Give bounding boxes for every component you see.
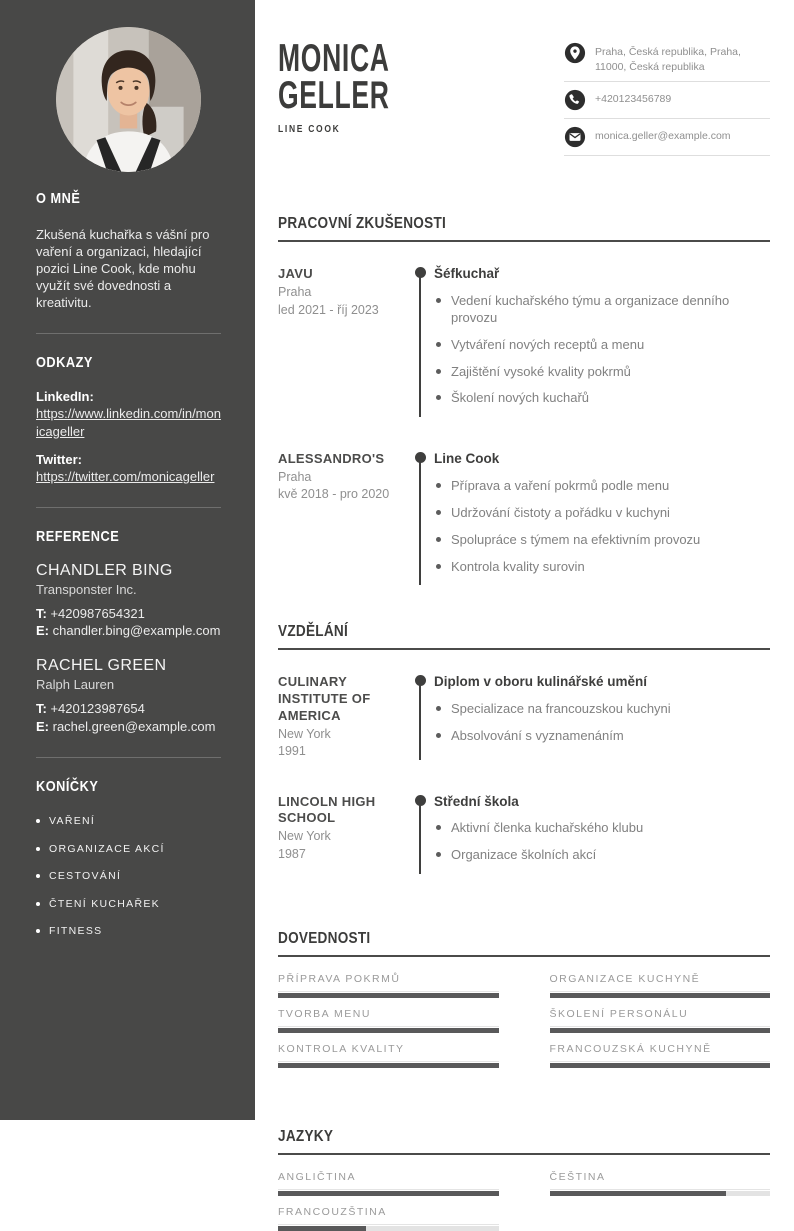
email-text: monica.geller@example.com <box>595 130 731 143</box>
language-bar <box>278 1191 499 1196</box>
email-label: E: <box>36 718 49 734</box>
section-divider <box>278 955 770 957</box>
bullet-item: Vedení kuchařského týmu a organizace denního provozu <box>434 293 770 327</box>
skill-label: PŘÍPRAVA POKRMŮ <box>278 973 499 992</box>
skill-label: ORGANIZACE KUCHYNĚ <box>550 973 771 992</box>
reference-company: Transponster Inc. <box>36 581 137 597</box>
bullet-item: Aktivní členka kuchařského klubu <box>434 820 770 837</box>
bullet-item: Příprava a vaření pokrmů podle menu <box>434 478 770 495</box>
contact-block <box>564 42 770 163</box>
language-label: FRANCOUZŠTINA <box>278 1206 499 1225</box>
first-name: MONICA <box>278 37 390 80</box>
links-heading: ODKAZY <box>36 354 93 372</box>
contact-item-location <box>564 42 770 82</box>
entry-detail <box>434 451 770 585</box>
school-location: New York <box>278 727 331 742</box>
company-location: Praha <box>278 285 312 300</box>
language-item <box>278 1206 499 1231</box>
name-block <box>278 37 442 135</box>
skill-item <box>550 973 771 998</box>
bullet-item: Spolupráce s týmem na efektivním provozu <box>434 532 770 549</box>
reference-name: RACHEL GREEN <box>36 657 167 675</box>
timeline <box>406 451 434 585</box>
bullet-item: Zajištění vysoké kvality pokrmů <box>434 364 770 381</box>
skill-label: KONTROLA KVALITY <box>278 1043 499 1062</box>
reference-email <box>36 622 221 640</box>
sidebar-divider <box>36 507 221 508</box>
link-label: Twitter: <box>36 451 82 467</box>
entry-detail <box>434 266 770 417</box>
envelope-icon <box>564 126 586 148</box>
links-section <box>36 354 221 484</box>
hobbies-section <box>36 778 221 937</box>
main-content <box>255 0 794 1218</box>
timeline <box>406 674 434 759</box>
bullet-item: Organizace školních akcí <box>434 847 770 864</box>
reference-company: Ralph Lauren <box>36 677 115 693</box>
company-location: Praha <box>278 470 312 485</box>
education-heading: VZDĚLÁNÍ <box>278 623 349 641</box>
language-label: ANGLIČTINA <box>278 1171 499 1190</box>
reference-heading: REFERENCE <box>36 527 120 545</box>
reference-name: CHANDLER BING <box>36 561 173 579</box>
experience-entry <box>278 451 770 597</box>
email-value: chandler.bing@example.com <box>52 623 221 639</box>
graduation-year: 1991 <box>278 744 306 759</box>
phone-icon <box>564 89 586 111</box>
skill-label: ŠKOLENÍ PERSONÁLU <box>550 1008 771 1027</box>
skill-bar <box>278 993 499 998</box>
company-name: JAVU <box>278 266 313 282</box>
bullet-item: Absolvování s vyznamenáním <box>434 728 770 745</box>
skills-section <box>278 930 770 1068</box>
skills-heading: DOVEDNOSTI <box>278 929 371 947</box>
phone-text: +420123456789 <box>595 93 672 106</box>
degree-bullets <box>434 820 770 864</box>
skill-label: TVORBA MENU <box>278 1008 499 1027</box>
languages-heading: JAZYKY <box>278 1127 334 1145</box>
role-bullets <box>434 293 770 407</box>
degree-title: Diplom v oboru kulinářské umění <box>434 674 648 690</box>
hobby-item: VAŘENÍ <box>36 815 221 827</box>
hobby-list <box>36 815 221 937</box>
link-item-linkedin <box>36 389 221 439</box>
hobby-item: ORGANIZACE AKCÍ <box>36 843 221 855</box>
employment-dates: led 2021 - říj 2023 <box>278 302 379 317</box>
skill-item <box>278 1043 499 1068</box>
role-title: Šéfkuchař <box>434 266 500 282</box>
experience-section <box>278 215 770 597</box>
hobby-item: CESTOVÁNÍ <box>36 870 221 882</box>
degree-title: Střední škola <box>434 793 519 809</box>
job-title: LINE COOK <box>278 124 341 135</box>
languages-section <box>278 1128 770 1231</box>
skill-bar <box>550 1028 771 1033</box>
hobbies-heading: KONÍČKY <box>36 778 99 796</box>
school-name: LINCOLN HIGH SCHOOL <box>278 793 376 826</box>
reference-item <box>36 657 221 735</box>
degree-bullets <box>434 701 770 745</box>
timeline-dot-icon <box>415 452 426 463</box>
about-heading: O MNĚ <box>36 190 81 207</box>
company-name: ALESSANDRO'S <box>278 451 385 467</box>
skill-bar <box>550 993 771 998</box>
phone-value: +420987654321 <box>50 605 145 621</box>
graduation-year: 1987 <box>278 846 306 861</box>
entry-meta <box>278 266 406 417</box>
location-text: Praha, Česká republika, Praha, 11000, Česká republika <box>595 46 741 73</box>
entry-detail <box>434 674 770 759</box>
reference-phone <box>36 605 221 623</box>
experience-heading: PRACOVNÍ ZKUŠENOSTI <box>278 215 447 233</box>
role-title: Line Cook <box>434 451 500 467</box>
timeline <box>406 794 434 874</box>
link-item-twitter <box>36 452 221 485</box>
contact-item-phone <box>564 89 770 119</box>
phone-label: T: <box>36 605 47 621</box>
timeline-dot-icon <box>415 267 426 278</box>
profile-photo <box>56 27 201 172</box>
timeline-dot-icon <box>415 795 426 806</box>
skills-grid <box>278 973 770 1068</box>
about-section <box>36 190 221 311</box>
person-name <box>278 37 390 117</box>
education-entry <box>278 794 770 886</box>
linkedin-link[interactable]: https://www.linkedin.com/in/monicageller <box>36 406 221 439</box>
language-bar <box>550 1191 771 1196</box>
contact-item-email <box>564 126 770 156</box>
employment-dates: kvě 2018 - pro 2020 <box>278 487 390 502</box>
entry-meta <box>278 674 406 759</box>
skill-item <box>278 1008 499 1033</box>
language-label: ČEŠTINA <box>550 1171 771 1190</box>
bullet-item: Udržování čistoty a pořádku v kuchyni <box>434 505 770 522</box>
phone-value: +420123987654 <box>50 701 145 717</box>
role-bullets <box>434 478 770 576</box>
entry-detail <box>434 794 770 874</box>
bullet-item: Školení nových kuchařů <box>434 390 770 407</box>
experience-entry <box>278 242 770 451</box>
skill-bar <box>278 1063 499 1068</box>
last-name: GELLER <box>278 74 390 117</box>
hobby-item: FITNESS <box>36 925 221 937</box>
bullet-item: Kontrola kvality surovin <box>434 559 770 576</box>
language-item <box>278 1171 499 1196</box>
reference-phone <box>36 700 221 718</box>
timeline-dot-icon <box>415 675 426 686</box>
school-location: New York <box>278 829 331 844</box>
bullet-item: Vytváření nových receptů a menu <box>434 337 770 354</box>
email-label: E: <box>36 623 49 639</box>
reference-email <box>36 718 221 736</box>
reference-item <box>36 562 221 640</box>
language-item <box>550 1171 771 1196</box>
link-label: LinkedIn: <box>36 389 94 405</box>
skill-bar <box>550 1063 771 1068</box>
twitter-link[interactable]: https://twitter.com/monicageller <box>36 468 215 484</box>
section-divider <box>278 1153 770 1155</box>
education-entry <box>278 650 770 793</box>
education-section <box>278 623 770 885</box>
bullet-item: Specializace na francouzskou kuchyni <box>434 701 770 718</box>
skill-item <box>278 973 499 998</box>
reference-section <box>36 528 221 735</box>
resume-header <box>278 37 770 163</box>
timeline <box>406 266 434 417</box>
skill-label: FRANCOUZSKÁ KUCHYNĚ <box>550 1043 771 1062</box>
location-pin-icon <box>564 42 586 64</box>
skill-item <box>550 1008 771 1033</box>
sidebar-divider <box>36 333 221 334</box>
hobby-item: ČTENÍ KUCHAŘEK <box>36 898 221 910</box>
email-value: rachel.green@example.com <box>52 718 216 734</box>
entry-meta <box>278 794 406 874</box>
phone-label: T: <box>36 701 47 717</box>
languages-grid <box>278 1171 770 1231</box>
language-bar <box>278 1226 499 1231</box>
sidebar <box>0 0 255 1120</box>
skill-bar <box>278 1028 499 1033</box>
skill-item <box>550 1043 771 1068</box>
sidebar-divider <box>36 757 221 758</box>
entry-meta <box>278 451 406 585</box>
school-name: CULINARY INSTITUTE OF AMERICA <box>278 674 371 724</box>
about-text: Zkušená kuchařka s vášní pro vaření a organizaci, hledající pozici Line Cook, kde mohu využít své dovednosti a kreativitu. <box>36 227 210 310</box>
